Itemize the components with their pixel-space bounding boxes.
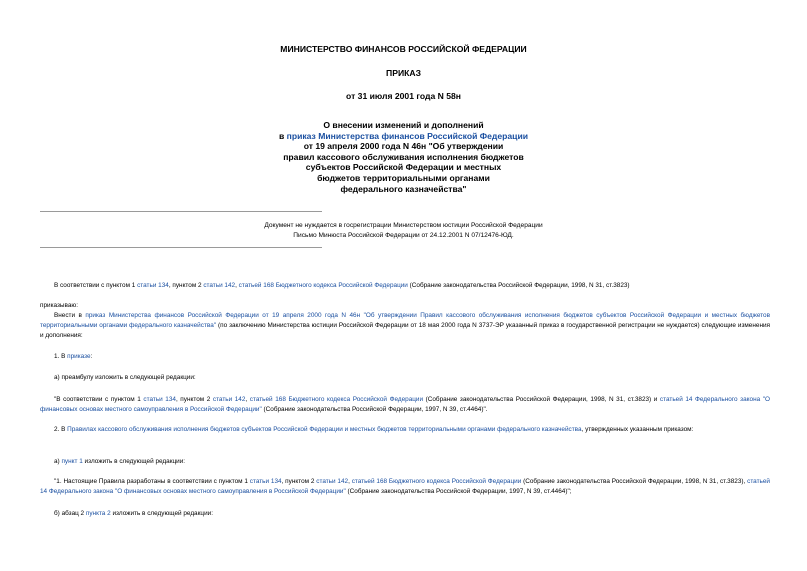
title-line-2	[200, 131, 607, 142]
document-title	[200, 120, 607, 194]
article-168-link[interactable]: статьей 168 Бюджетного кодекса Российской Федерации	[351, 478, 522, 485]
point-2-link[interactable]: пункта 2	[85, 510, 111, 517]
article-142-link[interactable]: статьи 142	[212, 396, 246, 403]
article-14-law-link[interactable]: статьей 14 Федерального закона "О финансовых основах местного самоуправления в Российской Федерации"	[40, 396, 770, 413]
paragraph-order: приказываю:	[40, 302, 78, 309]
paragraph-amend: Внести в приказ Министерства финансов Российской Федерации от 19 апреля 2000 года N 46н "Об утверждении Правил кассового обслуживания исполнения бюджетов субъектов Российской Федерации и местных бюджетов территориальными органами федерального казначейства" (по заключению Министерства юстиции Российской Федерации от 18 мая 2000 года N 3737-ЭР указанный приказ в государственной регистрации не нуждается) следующие изменения и дополнения:	[40, 312, 771, 339]
registration-note-line-2: Письмо Минюста Российской Федерации от 24.12.2001 N 07/12476-ЮД.	[293, 232, 514, 239]
article-168-link[interactable]: статьей 168 Бюджетного кодекса Российской Федерации	[249, 396, 424, 403]
article-14-law-link[interactable]: статьей 14 Федерального закона "О финансовых основах местного самоуправления в Российской Федерации"	[40, 478, 770, 495]
article-168-link[interactable]: статьей 168 Бюджетного кодекса Российской Федерации	[238, 282, 408, 289]
amended-order-link[interactable]: приказ Министерства финансов Российской Федерации	[286, 130, 529, 141]
divider-bottom	[40, 247, 322, 248]
paragraph-basis: В соответствии с пунктом 1 статьи 134, пунктом 2 статьи 142, статьей 168 Бюджетного кодекса Российской Федерации (Собрание законодательства Российской Федерации, 1998, N 31, ст.3823)	[54, 282, 630, 289]
registration-note	[120, 221, 687, 241]
order-link[interactable]: приказе	[67, 353, 91, 360]
article-142-link[interactable]: статьи 142	[316, 478, 349, 485]
title-line-7: федерального казначейства"	[340, 183, 467, 194]
article-142-link[interactable]: статьи 142	[203, 282, 236, 289]
title-prefix: в	[278, 130, 287, 141]
document-date-number: от 31 июля 2001 года N 58н	[346, 91, 461, 101]
article-134-link[interactable]: статьи 134	[143, 396, 176, 403]
article-134-link[interactable]: статьи 134	[249, 478, 282, 485]
title-line-6: бюджетов территориальными органами	[317, 172, 490, 183]
title-line-1: О внесении изменений и дополнений	[323, 120, 484, 130]
item-2: 2. В Правилах кассового обслуживания исполнения бюджетов субъектов Российской Федерации и местных бюджетов территориальными органами федерального казначейства, утвержденных указанным приказом:	[54, 426, 694, 433]
title-line-3: от 19 апреля 2000 года N 46н "Об утверждении	[303, 141, 504, 152]
item-2b: б) абзац 2 пункта 2 изложить в следующей редакции:	[54, 510, 213, 517]
item-1: 1. В приказе:	[54, 353, 93, 360]
rules-link[interactable]: Правилах кассового обслуживания исполнения бюджетов субъектов Российской Федерации и местных бюджетов территориальными органами федерального казначейства	[67, 426, 582, 433]
title-line-5: субъектов Российской Федерации и местных	[305, 162, 502, 173]
divider-top	[40, 211, 322, 212]
article-134-link[interactable]: статьи 134	[137, 282, 169, 289]
item-1a: а) преамбулу изложить в следующей редакции:	[54, 374, 196, 381]
item-2a: а) пункт 1 изложить в следующей редакции:	[54, 458, 186, 465]
registration-note-line-1: Документ не нуждается в госрегистрации Министерством юстиции Российской Федерации	[264, 222, 543, 229]
title-line-4: правил кассового обслуживания исполнения бюджетов	[283, 151, 524, 162]
order-46n-link[interactable]: приказ Министерства финансов Российской Федерации от 19 апреля 2000 года N 46н "Об утверждении Правил кассового обслуживания исполнения бюджетов субъектов Российской Федерации и местных бюджетов территориальными органами федерального казначейства"	[40, 312, 770, 329]
point-1-text: "1. Настоящие Правила разработаны в соответствии с пунктом 1 статьи 134, пунктом 2 статьи 142, статьей 168 Бюджетного кодекса Российской Федерации (Собрание законодательства Российской Федерации, 1998, N 31, ст.3823), статьей 14 Федерального закона "О финансовых основах местного самоуправления в Российской Федерации" (Собрание законодательства Российской Федерации, 1997, N 39, ст.4464)";	[40, 478, 770, 495]
ministry-heading: МИНИСТЕРСТВО ФИНАНСОВ РОССИЙСКОЙ ФЕДЕРАЦИИ	[280, 44, 527, 54]
preamble-text: "В соответствии с пунктом 1 статьи 134, пунктом 2 статьи 142, статьей 168 Бюджетного кодекса Российской Федерации (Собрание законодательства Российской Федерации, 1998, N 31, ст.3823) и статьей 14 Федерального закона "О финансовых основах местного самоуправления в Российской Федерации" (Собрание законодательства Российской Федерации, 1997, N 39, ст.4464)".	[40, 396, 770, 413]
point-1-link[interactable]: пункт 1	[61, 458, 83, 465]
document-type: ПРИКАЗ	[386, 68, 421, 78]
